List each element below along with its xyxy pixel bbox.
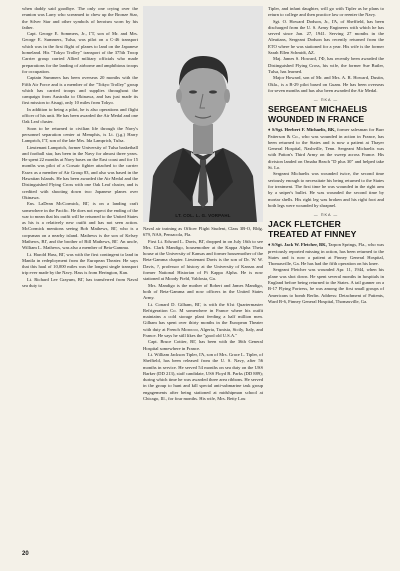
section-divider: — ΠΚΑ — [313, 98, 339, 103]
column-left [22, 6, 138, 289]
paragraph: Lt. William Jackson Tipler, ΓΑ, son of Mrs. Grace L. Tipler, of Sheffield, has been released from the U. S. Navy, after 56 months in service. He served 54 months on sea duty on the USS Barker (DD 213), staff candidate, USS Floyd B. Parks (DD 889); during which time he was awarded three area ribbons. He served in the group to hunt and kill special anti-submarine task group engagements after being stationed at midshipman school at Chicago, Ill., for four months. His wife, Mrs. Betty Lou [143, 351, 263, 402]
paragraph: Sgt. O. Howard Dodson, Jr., ΓΑ, of Sheffield, has been discharged from the U. S. Army Engineers with which he has served since Jan. 27, 1941. Serving 27 months in the Aleutians, Sergeant Dodson has recently returned from the ETO where he was stationed for a year. His wife is the former Sarah Ellen Schmidt, ΔΖ. [268, 18, 384, 56]
paragraph: Lt. Richard Lee Grayum, ΒΓ, has transferred from Naval sea duty to [22, 276, 138, 289]
paragraph: In addition to being a pilot, he is also operations and flight officer of his unit. He has been awarded the Air Medal and one Oak Leaf cluster. [22, 106, 138, 125]
paragraph: Lt. Conard D. Gilham, ΒΓ, is with the 61st Quartermaster Refrigeration Co. M somewhere in France where his outfit maintains a cold storage plant feeding a half million men. Gilham has spent over thirty months in the European Theater with duty at French Morocco, Algeria, Tunisia, Sicily, Italy, and France. He says he still likes the "good old U.S.A." [143, 301, 263, 339]
photo-caption: LT. COL. L. G. VORPAHL [175, 213, 231, 218]
paragraph: Sergeant Michaelis was wounded twice, the second time seriously enough to necessitate his being returned to the States for treatment. The first time he was wounded in the right arm by a sniper's bullet. He was wounded the second time by mortar shells. His right leg was broken and his right foot and both legs were wounded by shrapnel. [268, 171, 384, 208]
story-lead [268, 127, 384, 171]
paragraph: Maj. James S. Howard, ΓΦ, has recently been awarded the Distinguished Flying Cross, his wife, the former Sue Butler, Tulsa, has learned. [268, 56, 384, 74]
headline-fletcher: JACK FLETCHER TREATED AT FINNEY [268, 219, 357, 239]
paragraph: Ens. LaDean McCormick, ΒΓ, is on a landing craft somewhere in the Pacific. He does not expect the ending of the war to mean that his outfit will be returned to the United States as his is a relatively new outfit and has not seen action. McCormick mentions seeing Bob Mathews, ΒΓ, who is a corpsman on a nearby island. Mathews is the son of Kelsey Mathews, ΒΓ, and the brother of Bill Mathews, ΒΓ. An uncle, William L. Mathews, was also a member of Beta-Gamma. [22, 201, 138, 251]
byline: ♦ S/Sgt. Jack W. Fletcher, BK, [268, 242, 327, 248]
paragraph: Sergeant Fletcher was wounded Apr. 11, 1944, when his plane was shot down. He spent several months in hospitals in England before being returned to the States. A tail gunner on a B-17 Flying Fortress, he was among the first small groups of Americans to bomb Berlin. Address: Detachment of Patients, Ward B-6, Finney General Hospital, Thomasville, Ga. [268, 267, 384, 304]
paragraph: Capt. George E. Sommers, Jr., ΓΤ, son of Mr. and Mrs. George E. Summers, Tulsa, was pilot on a C-46 transport which was in the first flight of planes to land on the Japanese homeland. His "Tokyo Trolley" transport of the 375th Troop Carrier group carried Allied military officials who made preparations for the landing of airborne and amphibious troops for occupation. [22, 31, 138, 74]
paragraph: First Lt. Edward L. Davis, ΒΓ, dropped in on July 16th to see Mrs. Clark Mandigo, housemother at the Kappa Alpha Theta house at the University of Kansas and former housemother of the Beta-Gamma chapter. Lieutenant Davis is the son of Dr. W. W. Davis, ?, professor of history at the University of Kansas and former National Historian of Pi Kappa Alpha. He is now stationed at Moody Field, Valdosta, Ga. [143, 238, 263, 282]
paragraph: Lt. Harold Hass, ΒΓ, was with the first contingent to land in Manila in redeployment from the European Theater. He says that this haul of 10,000 miles was the longest single transport trip ever made by the Navy. Hass is from Herington, Kan. [22, 251, 138, 276]
paragraph: Capt. Bruce Cottier, ΒΓ, has been with the 36th General Hospital somewhere in France. [143, 339, 263, 351]
paragraph: Soon to be returned to civilian life through the Navy's personnel separation center at Memphis, is Lt. (j.g.) Harry Lamprich, ΓΤ, son of the late Mrs. Ida Lamprich, Tulsa. [22, 125, 138, 144]
byline: ♦ S/Sgt. Herbert F. Michaelis, BK, [268, 127, 336, 133]
paragraph: Tipler, and infant daughter, will go with Tipler as he plans to return to college and then practice law or reenter the Navy. [268, 6, 384, 18]
column-right [268, 6, 384, 305]
paragraph: Captain Summers has been overseas 20 months with the Fifth Air Force and is a member of the "Tokyo Trolley" group which has carried troops and supplies throughout the campaign from Australia to Okinawa, and has just made its first mission to Atsugi, only 10 miles from Tokyo. [22, 75, 138, 106]
story-lead [268, 242, 384, 267]
paragraph: Lieutenant Lamprich, former University of Tulsa basketball and football star, has been in the Navy for almost three years. He spent 22 months at Navy bases on the East coast and for 15 months was pilot of a Corsair fighter attached to the carrier Essex as a member of Air Group 83, and also was based in the Hawaiian Islands. He has been awarded the Air Medal and the Distinguished Flying Cross with one Oak Leaf cluster, and is credited with shooting down two Japanese planes over Okinawa. [22, 144, 138, 200]
officer-portrait-image [143, 6, 263, 222]
paragraph-text: former salesman for Burr Patterson & Co., who was wounded in action in France, has been returned to the States and is now a patient at Thayer General Hospital, Nashville, Tenn. Sergeant Michaelis was with Patton's Third Army on the sweep across France. His division landed on Omaha Beach "D plus 30" and helped take St. Lo. [268, 127, 385, 171]
paragraph: Naval air training as Officer Flight Student, Class 3B-O, Bldg. 679, NAS, Pensacola, Fla. [143, 226, 263, 238]
portrait-photo [143, 6, 263, 222]
page-number: 20 [22, 551, 29, 557]
paragraph: Major Howard, son of Mr. and Mrs. A. R. Howard, Dustin, Okla., is a B-29 pilot based on Guam. He has been overseas for seven months and has also been awarded the Air Medal. [268, 75, 384, 93]
headline-michaelis: SERGEANT MICHAELIS WOUNDED IN FRANCE [268, 104, 368, 124]
column-middle [143, 226, 263, 402]
paragraph-text: Tarpon Springs, Fla., who was previously reported missing in action, has been returned to the States and is now a patient at Finney General Hospital, Thomasville, Ga. He has had the fifth operation on his knee. [268, 242, 384, 267]
section-divider: — ΠΚΑ — [313, 213, 339, 218]
paragraph: when daddy said goodbye. The only one crying over the reunion was Larry who screamed to chew up the Bronze Star, the Silver Star and other symbols of heroism worn by his father. [22, 6, 138, 30]
paragraph: Mrs. Mandigo is the mother of Robert and James Mandigo, both of Beta-Gamma and now officers in the United States Army. [143, 282, 263, 301]
